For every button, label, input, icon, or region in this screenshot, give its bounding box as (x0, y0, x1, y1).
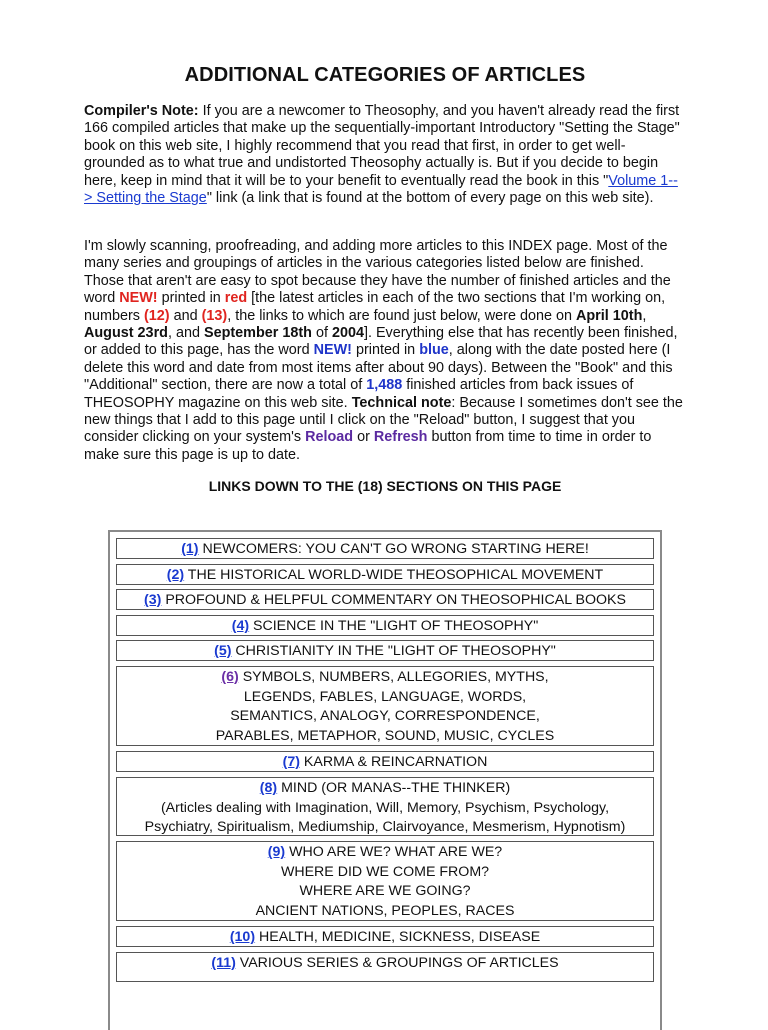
section-link-6[interactable]: (6) (221, 669, 239, 685)
section-title: VARIOUS SERIES & GROUPINGS OF ARTICLES (235, 955, 559, 971)
section-line (117, 843, 653, 863)
section-link-5[interactable]: (5) (214, 643, 232, 659)
section-line: Psychiatry, Spiritualism, Mediumship, Clairvoyance, Mesmerism, Hypnotism) (144, 819, 626, 835)
section-row-4 (116, 615, 654, 636)
section-line: LEGENDS, FABLES, LANGUAGE, WORDS, (243, 688, 527, 705)
section-line (117, 668, 653, 688)
section-link-1[interactable]: (1) (181, 541, 199, 557)
section-link-11[interactable]: (11) (211, 955, 236, 971)
section-line: (Articles dealing with Imagination, Will, Memory, Psychism, Psychology, (160, 799, 610, 816)
section-row-6 (116, 666, 654, 746)
section-line (117, 540, 653, 560)
compilers-note: Compiler's Note: If you are a newcomer to Theosophy, and you haven't already read the first 166 compiled articles that make up the sequentially-important Introductory "Setting the Stage" book on this web site, I highly recommend that you read that first, in order to get well-grounded as to what true and undistorted Theosophy actually is. But if you decide to begin here, keep in mind that it will be to your benefit to eventually read the book in this "Volume 1--> Setting the Stage" link (a link that is found at the bottom of every page on this web site). (84, 103, 680, 207)
sections-table (108, 530, 662, 1030)
section-link-4[interactable]: (4) (231, 618, 250, 634)
section-title: HEALTH, MEDICINE, SICKNESS, DISEASE (255, 929, 541, 945)
new-blue-badge: NEW! (313, 342, 352, 359)
section-row-9 (116, 841, 654, 921)
section-line: WHERE DID WE COME FROM? (280, 863, 490, 880)
intro-paragraph: I'm slowly scanning, proofreading, and adding more articles to this INDEX page. Most of the many series and groupings of articles in the various categories listed below are finished. Those that aren't are easy to spot because they have the number of finished articles and the word NEW! printed in red [the latest articles in each of the two sections that I'm working on, numbers (12) and (13), the links to which are found just below, were done on April 10th, August 23rd, and September 18th of 2004]. Everything else that has recently been finished, or added to this page, has the word NEW! printed in blue, along with the date posted here (I delete this word and date from most items after about 90 days). Between the "Book" and this "Additional" section, there are now a total of 1,488 finished articles from back issues of THEOSOPHY magazine on this web site. Technical note: Because I sometimes don't see the new things that I add to this page until I click on the "Reload" button, I suggest that you consider clicking on your system's Reload or Refresh button from time to time in order to make sure this page is up to date. (84, 238, 683, 463)
section-line (117, 617, 653, 637)
section-row-8 (116, 777, 654, 836)
article-total: 1,488 (366, 377, 403, 394)
section-line (117, 753, 653, 773)
section-line: SEMANTICS, ANALOGY, CORRESPONDENCE, (230, 708, 540, 724)
section-line: PARABLES, METAPHOR, SOUND, MUSIC, CYCLES (215, 727, 555, 744)
section-link-8[interactable]: (8) (259, 780, 278, 796)
section-line (117, 591, 653, 611)
new-red-badge: NEW! (119, 290, 158, 307)
volume-1-link[interactable]: Volume 1--> Setting the Stage (84, 172, 678, 207)
section-title: SYMBOLS, NUMBERS, ALLEGORIES, MYTHS, (238, 669, 549, 685)
section-12-ref: (12) (144, 307, 170, 324)
section-title: NEWCOMERS: YOU CAN'T GO WRONG STARTING HERE! (198, 541, 589, 557)
technical-note-label: Technical note (351, 394, 452, 411)
section-row-1 (116, 538, 654, 559)
refresh-word: Refresh (373, 429, 428, 446)
section-row-7 (116, 751, 654, 772)
section-title: WHO ARE WE? WHAT ARE WE? (285, 844, 503, 860)
reload-word: Reload (305, 429, 354, 446)
links-heading: LINKS DOWN TO THE (18) SECTIONS ON THIS PAGE (208, 478, 562, 494)
section-row-2 (116, 564, 654, 585)
section-link-7[interactable]: (7) (282, 754, 300, 770)
section-link-9[interactable]: (9) (267, 844, 286, 860)
section-line (117, 642, 653, 662)
section-row-10 (116, 926, 654, 947)
section-row-11 (116, 952, 654, 982)
compilers-note-label: Compiler's Note: (84, 103, 199, 119)
section-title: MIND (OR MANAS--THE THINKER) (277, 780, 511, 796)
section-line: ANCIENT NATIONS, PEOPLES, RACES (255, 902, 515, 919)
section-link-10[interactable]: (10) (229, 929, 256, 945)
section-line (117, 928, 653, 948)
section-line: WHERE ARE WE GOING? (299, 883, 471, 899)
section-title: KARMA & REINCARNATION (299, 754, 488, 770)
section-line (117, 566, 653, 586)
section-link-2[interactable]: (2) (166, 567, 185, 583)
section-link-3[interactable]: (3) (144, 592, 162, 608)
page-title: ADDITIONAL CATEGORIES OF ARTICLES (184, 64, 586, 86)
section-line (117, 779, 653, 799)
section-title: CHRISTIANITY IN THE "LIGHT OF THEOSOPHY" (231, 643, 556, 659)
section-title: THE HISTORICAL WORLD-WIDE THEOSOPHICAL MOVEMENT (184, 567, 604, 583)
section-title: SCIENCE IN THE "LIGHT OF THEOSOPHY" (249, 618, 539, 634)
section-row-5 (116, 640, 654, 661)
section-13-ref: (13) (201, 307, 228, 324)
section-title: PROFOUND & HELPFUL COMMENTARY ON THEOSOPHICAL BOOKS (161, 592, 626, 608)
section-line (117, 954, 653, 974)
section-row-3 (116, 589, 654, 610)
